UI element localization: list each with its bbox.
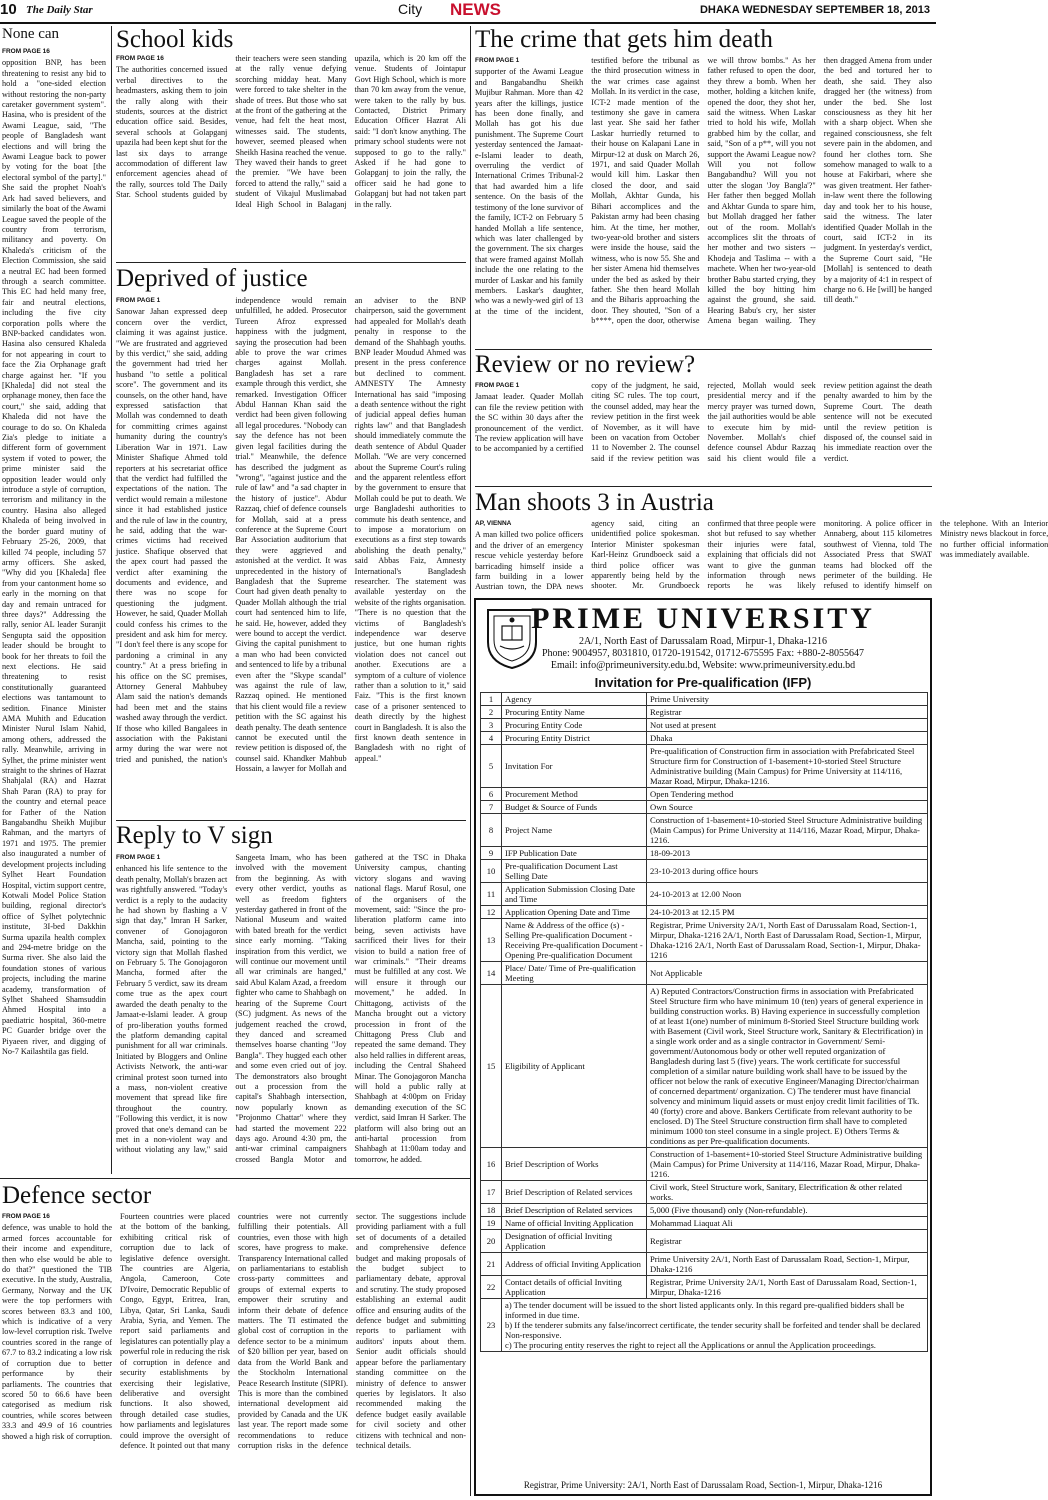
row-notes: [502, 1299, 928, 1352]
table-row: [481, 745, 928, 788]
row-label: Contact details of official Inviting Application: [502, 1276, 647, 1299]
row-value: Construction of 1-basement+10-storied Steel Structure Administrative building (Main Campus) for Prime University at 114/116, Mazar Road, Mirpur, Dhaka-1216.: [647, 1148, 928, 1181]
row-number: 20: [481, 1230, 502, 1253]
row-label: Brief Description of Related services: [502, 1181, 647, 1204]
row-value: 24-10-2013 at 12.00 Noon: [647, 883, 928, 906]
row-value: Registrar: [647, 706, 928, 719]
row-number: 1: [481, 693, 502, 706]
article-review: [475, 381, 932, 483]
row-label: Procuring Entity District: [502, 732, 647, 745]
row-value: 24-10-2013 at 12.15 PM: [647, 906, 928, 919]
row-label: Eligibility of Applicant: [502, 985, 647, 1148]
row-label: Application Opening Date and Time: [502, 906, 647, 919]
row-number: 3: [481, 719, 502, 732]
row-label: Address of official Inviting Application: [502, 1253, 647, 1276]
from-page: FROM PAGE 16: [2, 48, 50, 55]
column-rule: [111, 26, 112, 1174]
table-row: [481, 1276, 928, 1299]
table-row: [481, 919, 928, 962]
table-row: [481, 1217, 928, 1230]
article-body: defence, was unable to hold the armed forces accountable for their income and expenditure, then who else would be able to do that?" questioned the TIB executive. In the study, Australia, Germany, Norway and the UK were the top performers with scores between 83.3 and 100, which is indicative of a very low-level corruption risk. Twelve countries scored in the range of 67.7 to 83.2 indicating a low risk of corruption due to better performance by their parliaments. The countries that scored 50 to 66.6 have been categorised as medium risk countries, while scores between 33.3 and 49.9 of 16 countries showed a high risk of corruption. Fourteen countries were placed at the bottom of the banking, exhibiting critical risk of corruption due to lack of legislative defence oversight. The countries are Algeria, Angola, Cameroon, Cote D'Ivoire, Democratic Republic of Congo, Egypt, Eritrea, Iran, Libya, Qatar, Sri Lanka, Saudi Arabia, Syria, and Yemen. The report said parliaments and legislatures can potentially play a powerful role in reducing the risk of corruption in defence and security establishments by exercising their legislative, deliberative and oversight functions. It also showed, through detailed case studies, how parliaments and legislatures could improve the oversight of defence. It pointed out that many countries were not currently fulfilling their potentials. All countries, even those with high scores, have progress to make. Transparency International called on parliamentarians to establish cross-party committees and groups of external experts to empower their scrutiny and inform their debate of defence matters. The TI estimated the global cost of corruption in the defence sector to be a minimum of $20 billion per year, based on data from the World Bank and the Stockholm International Peace Research Institute (SIPRI). This is more than the combined international development aid provided by Canada and the UK last year. The report made some recommendations to reduce corruption risks in the defence sector. The suggestions include providing parliament with a full set of documents of a detailed and comprehensive defence budget and making proposals of the budget subject to parliamentary debate, approval and scrutiny. The study proposed establishing an external audit office and ensuring audits of the defence budget and submitting reports to parliament with auditors' inputs about them. Senior audit officials should appear before the parliamentary standing committee on the ministry of defence to answer queries by legislators. It also recommended making the defence budget easily available for civil society and other citizens with technical and non-technical details.: [2, 1212, 466, 1450]
table-row: [481, 985, 928, 1148]
headline-review: Review or no review?: [475, 351, 696, 378]
row-label: Name & Address of the office (s) -Selling Pre-qualification Document -Receiving Pre-qualification Document -Opening Pre-qualification Document: [502, 919, 647, 962]
headline-school-kids: School kids: [116, 26, 234, 53]
advert-email: Email: info@primeuniversity.edu.bd, Website: www.primeuniversity.edu.bd: [550, 660, 856, 671]
from-page: FROM PAGE 16: [116, 55, 164, 62]
from-page: FROM PAGE 1: [475, 382, 520, 389]
table-row: [481, 1204, 928, 1217]
from-page: FROM PAGE 1: [116, 297, 161, 304]
row-number: 10: [481, 860, 502, 883]
note-line: c) The procuring entity reserves the right to reject all the Applications or annul the Application proceedings.: [505, 1340, 876, 1350]
column-rule: [470, 26, 471, 1496]
note-line: a) The tender document will be issued to the short listed applicants only. In this regard pre-qualified bidders shall be informed in due time.: [505, 1300, 905, 1320]
row-value: 18-09-2013: [647, 847, 928, 860]
row-value: Mohammad Liaquat Ali: [647, 1217, 928, 1230]
row-number: 16: [481, 1148, 502, 1181]
table-row: [481, 814, 928, 847]
row-label: Project Name: [502, 814, 647, 847]
article-none-can: [2, 47, 106, 1177]
divider: [0, 1178, 470, 1179]
table-row: [481, 719, 928, 732]
note-line: b) If the tenderer submits any false/incorrect certificate, the tender security shall be forfeited and tender shall be declared Non-responsive.: [505, 1320, 921, 1340]
row-number: 11: [481, 883, 502, 906]
row-value: Registrar, Prime University 2A/1, North East of Darussalam Road, Section-1, Mirpur, Dhaka-1216: [647, 1276, 928, 1299]
headline-crime: The crime that gets him death: [475, 26, 773, 53]
news-label: NEWS: [450, 0, 501, 19]
section-label: City: [398, 1, 423, 17]
row-number: 19: [481, 1217, 502, 1230]
from-page: FROM PAGE 16: [2, 1213, 50, 1220]
table-row: [481, 801, 928, 814]
row-value: Prime University: [647, 693, 928, 706]
divider: [116, 262, 466, 263]
headline-austria: Man shoots 3 in Austria: [475, 489, 714, 516]
row-label: Agency: [502, 693, 647, 706]
row-number: 8: [481, 814, 502, 847]
row-value: Prime University 2A/1, North East of Darussalam Road, Section-1, Mirpur, Dhaka-1216: [647, 1253, 928, 1276]
table-row: [481, 860, 928, 883]
paper-name: The Daily Star: [26, 4, 93, 16]
article-body: The authorities concerned issued verbal directives to the headmasters, asking them to join the rally along with their students, sources at the district education office said. Besides, several schools at Golapganj upazila had been kept shut for the last six days to arrange accommodation of different law enforcement agencies ahead of the rally, sources told The Daily Star. School students guided by their teachers were seen standing at the rally venue defying scorching midday heat. Many were forced to take shelter in the shade of trees. But those who sat at the front of the gathering at the venue, had felt the heat most, witnesses said. The students, however, seemed pleased when Sheikh Hasina reached the venue. They waved their hands to greet the premier. "We have been forced to attend the rally," said a student of Vikajul Muslimabad Ideal High School in Balaganj upazila, which is 20 km off the venue. Students of Jointapur Govt High School, which is more than 70 km away from the venue, were taken to the rally by bus. Contacted, District Primary Education Officer Hazrat Ali said: "I don't know anything. The primary school students were not supposed to go to the rally." Asked if he had gone to Golapganj to join the rally, the officer said he had gone to Golapganj but had not taken part in the rally.: [116, 54, 466, 209]
row-number: 12: [481, 906, 502, 919]
table-row: [481, 847, 928, 860]
row-number: 6: [481, 788, 502, 801]
table-row: [481, 706, 928, 719]
table-row: [481, 788, 928, 801]
university-crest-icon: [484, 606, 540, 670]
dateline: DHAKA WEDNESDAY SEPTEMBER 18, 2013: [699, 4, 930, 16]
row-number: 22: [481, 1276, 502, 1299]
headline-none-can: None can: [2, 26, 60, 42]
row-label: Budget & Source of Funds: [502, 801, 647, 814]
row-number: 9: [481, 847, 502, 860]
row-value: 5,000 (Five thousand) only (Non-refundable).: [647, 1204, 928, 1217]
row-number: 17: [481, 1181, 502, 1204]
table-row: [481, 1148, 928, 1181]
article-body: A man killed two police officers and the driver of an emergency rescue vehicle yesterday before barricading himself inside a farm building in a lower Austrian town, the DPA news agency said, citing an unidentified police spokesman. Interior Minister spokesman Karl-Heinz Grundboeck said a third police officer was apparently being held by the shooter. Mr. Grundboeck confirmed that three people were shot but refused to say whether their injuries were fatal, explaining that officials did not want to give the gunman information through news reports he was likely monitoring. A police officer in Annaberg, about 115 kilometres southwest of Vienna, told The Associated Press that SWAT teams had blocked off the perimeter of the building. He refused to identify himself on the telephone. With an Interior Ministry news blackout in force, no further official information was immediately available.: [475, 519, 1048, 592]
advert-phone: Phone: 9004957, 8031810, 01720-191542, 01712-675595 Fax: +880-2-8055647: [541, 648, 865, 659]
row-label: Procuring Entity Code: [502, 719, 647, 732]
row-value: Registrar: [647, 1230, 928, 1253]
advert-footer: Registrar, Prime University: 2A/1, North East of Darussalam Road, Section-1, Mirpur, Dhaka-1216: [523, 1480, 883, 1490]
row-label: Procurement Method: [502, 788, 647, 801]
row-label: Brief Description of Related services: [502, 1204, 647, 1217]
article-crime: [475, 56, 932, 346]
row-value: Not Applicable: [647, 962, 928, 985]
row-value: A) Reputed Contractors/Construction firms in association with Prefabricated Steel Structure firm who have minimum 10 (ten) years of general experience in building construction works. B) Having experience in successfully completion of at least 1(one) number of minimum 8-Storied Steel Structure building work with Basement (Civil work, Steel Structure work, Sanitary & Electrification) in a single work order and as a single contractor in Government/ Semi-government/Autonomous body or other well reputed organization of Bangladesh during last 5 (five) years. The work certificate for successful completion of a similar nature building work shall have to be issued by the officer not below the rank of executive Engineer/Managing Director/chairman of concerned department/ organization. C) The tenderer must have financial solvency and minimum liquid assets or must enjoy credit limit facilities of Tk. 40 (forty) crore and above. Bankers Certificate from relevant authority to be enclosed. D) The Steel Structure construction firm shall have to completed minimum 1000 ton steel consume in a single project. E) Others Terms & conditions as per Pre-qualification documents.: [647, 985, 928, 1148]
row-number: 13: [481, 919, 502, 962]
row-label: IFP Publication Date: [502, 847, 647, 860]
from-page: FROM PAGE 1: [116, 854, 161, 861]
row-value: Pre-qualification of Construction firm in association with Prefabricated Steel Structure firm for Construction of 1-basement+10-storied Steel Structure Administrative building (Main Campus) for Prime University at 114/116, Mazar Road, Mirpur, Dhaka-1216.: [647, 745, 928, 788]
headline-deprived: Deprived of justice: [116, 265, 308, 292]
table-row: [481, 1253, 928, 1276]
row-label: Invitation For: [502, 745, 647, 788]
row-value: Dhaka: [647, 732, 928, 745]
row-label: Application Submission Closing Date and Time: [502, 883, 647, 906]
row-value: Construction of 1-basement+10-storied Steel Structure Administrative building (Main Campus) for Prime University at 114/116, Mazar Road, Mirpur, Dhaka-1216.: [647, 814, 928, 847]
advert-title: PRIME UNIVERSITY: [531, 602, 875, 635]
table-row: [481, 1181, 928, 1204]
divider: [116, 820, 466, 821]
row-number: 21: [481, 1253, 502, 1276]
article-school-kids: [116, 54, 466, 260]
article-body: enhanced his life sentence to the death penalty, Mollah's brazen act was rightfully answered. "Today's verdict is a reply to the audacity he had shown by flashing a V sign that day," Imran H Sarker, convener of Gonojagoron Mancha, said, pointing to the victory sign that Mollah flashed on February 5. The Gonojagoron Mancha, formed after the February 5 verdict, saw its dream come true as the apex court awarded the death penalty to the Jamaat-e-Islami leader. A group of pro-liberation youths formed the platform demanding capital punishment for all war criminals. Initiated by Bloggers and Online Activists Network, the anti-war criminal protest soon turned into a mass, non-violent creative movement that spread like fire throughout the country. "Following this verdict, it is now proved that one's demand can be met in a non-violent way and without violating any law," said Sangeeta Imam, who has been involved with the movement from the beginning. As with every other verdict, youths as well as freedom fighters yesterday gathered in front of the National Museum and waited with bated breath for the verdict since early morning. "Taking inspiration from this verdict, we will continue our movement until all war criminals are hanged," said Abul Kalam Azad, a freedom fighter who came to Shahbagh on hearing of the Supreme Court (SC) judgment. As news of the judgement reached the crowd, they danced and screamed themselves hoarse chanting "Joy Bangla". They hugged each other and some even cried out of joy. The demonstrators also brought out a procession from the capital's Shahbagh intersection, now popularly known as "Projonmo Chattar" where they had started the movement 222 days ago. Around 4:30 pm, the anti-war criminal campaigners crossed Bangla Motor and gathered at the TSC in Dhaka University campus, chanting victory slogans and waving national flags. Maruf Rosul, one of the organisers of the movement, said: "Since the pro-liberation platform came into being, seven activists have sacrificed their lives for their vision to build a nation free of war criminals." "Their dreams must be fulfilled at any cost. We will ensure it through our movement," he added. In Chittagong, activists of the Mancha brought out a victory procession in front of the Chittagong Press Club and repeated the same demand. They also held rallies in different areas, including the Central Shaheed Minar. The Gonojagoron Mancha will hold a public rally at Shahbagh at 4:00pm on Friday demanding execution of the SC verdict, said Imran H Sarker. The platform will also bring out an anti-hartal procession from Shahbagh at 11:00am today and tomorrow, he added.: [116, 853, 466, 1164]
divider: [475, 349, 932, 350]
table-row: [481, 883, 928, 906]
row-number: 15: [481, 985, 502, 1148]
row-value: Open Tendering method: [647, 788, 928, 801]
headline-v-sign: Reply to V sign: [116, 822, 273, 849]
row-number: 7: [481, 801, 502, 814]
article-defence: [2, 1212, 466, 1498]
article-austria: [475, 519, 1048, 593]
advert-address: 2A/1, North East of Darussalam Road, Mirpur-1, Dhaka-1216: [578, 636, 828, 647]
row-number: 2: [481, 706, 502, 719]
table-row: [481, 693, 928, 706]
row-value: Not used at present: [647, 719, 928, 732]
row-number: 14: [481, 962, 502, 985]
row-label: Procuring Entity Name: [502, 706, 647, 719]
row-label: Brief Description of Works: [502, 1148, 647, 1181]
table-row: [481, 1299, 928, 1352]
row-value: 23-10-2013 during office hours: [647, 860, 928, 883]
table-row: [481, 906, 928, 919]
table-row: [481, 1230, 928, 1253]
article-body: opposition BNP, has been threatening to resist any bid to hold a "one-sided election without restoring the non-party caretaker government system". Hasina, who is president of the Awami League, said, "The people of Bangladesh want elections and will bring the Awami League back to power by voting for the boat [the electoral symbol of the party]." She said the prophet Noah's Ark had saved believers, and similarly the boat of the Awami League saved the people of the country from terrorism, militancy and poverty. On Khaleda's criticism of the Election Commission, she said a neutral EC had been formed through a search committee. This EC had held many free, fair and neutral elections, including the five city corporation polls where the BNP-backed candidates won. Hasina also censured Khaleda for not appearing in court to face the Zia Orphanage graft charge against her. "If you [Khaleda] did not steal the orphanage money, then face the court," she said, adding that Khaleda did not have the courage to do so. On Khaleda Zia's pledge to initiate a different form of government system if voted to power, the prime minister said the opposition leader would only introduce a style of corruption, terrorism and militancy in the country. Hasina also alleged Khaleda of being involved in the border guard mutiny of February 25-26, 2009, that killed 74 people, including 57 army officers. She asked, "Why did you [Khaleda] flee from your cantonment home so early in the morning on that day and remain untraced for three days?" Addressing the rally, senior AL leader Suranjit Sengupta said the opposition leader should be brought to book for her threats to foil the next elections. He said threatening to resist constitutionally guaranteed elections was tantamount to sedition. Finance Minister AMA Muhith and Education Minister Nurul Islam Nahid, among others, addressed the rally. Meanwhile, arriving in Sylhet, the prime minister went straight to the shrines of Hazrat Shahjalal (RA) and Hazrat Shah Paran (RA) to pray for the country and eternal peace for Father of the Nation Bangabandhu Sheikh Mujibur Rahman, and the martyrs of 1971 and 1975. The premier also inaugurated a number of development projects including Sylhet Heart Foundation Hospital, victim support centre, Kotwali Model Police Station building, regional director's office of Sylhet polytechnic institute, 3I-bed Dakkhin Surma upazila health complex and 294-metre bridge on the Surma river. She also laid the foundation stones of various projects, including the marine academy, transformation of Sylhet Shaheed Shamsuddin Ahmed Hospital into a paediatric hospital, 360-metre PC Guarder bridge over the Piyaeen river, and digging of No-7 Kailashtila gas field.: [2, 58, 106, 1056]
article-body: Jamaat leader. Quader Mollah can file the review petition with the SC within 30 days after the pronouncement of the verdict. The review application will have to be accompanied by a certified copy of the judgment, he said, citing SC rules. The top court, the counsel added, may hear the review petition in the first week of November, as it will have been on vacation from October 11 to November 2. The counsel said if the review petition was rejected, Mollah would seek presidential mercy and if the mercy prayer was turned down, the jail authorities would be able to execute him by mid-November. Mollah's chief defence counsel Abdur Razzaq said his client would file a review petition against the death penalty awarded to him by the Supreme Court. The death sentence will not be executed until the review petition is disposed of, the counsel said in his immediate reaction over the verdict.: [475, 381, 932, 463]
article-body: supporter of the Awami League and Bangabandhu Sheikh Mujibur Rahman. More than 42 years after the killings, justice has been done finally, and Mollah has got his due punishment. The Supreme Court yesterday sentenced the Jamaat-e-Islami leader to death, overruling the verdict of International Crimes Tribunal-2 that had awarded him a life sentence. On the basis of the testimony of the lone survivor of the family, ICT-2 on February 5 handed Mollah a life sentence, which was later challenged by the government. The six charges that were framed against Mollah include the one relating to the murder of Laskar and his family members. Laskar's daughter, who was a newly-wed girl of 13 at the time of the incident, testified before the tribunal as the third prosecution witness in the war crimes case against Mollah. In its verdict in the case, ICT-2 made mention of the testimony she gave in camera last year. She said her father Laskar hurriedly returned to their house on Kalapani Lane in Mirpur-12 at dusk on March 26, 1971, and said Quader Mollah would kill him. Laskar then closed the door, and said Mollah, Akhtar Gunda, his Bihari accomplices and the Pakistan army had been chasing him. At the time, her mother, two-year-old brother and sisters were inside the house, said the witness, who is now 55. She and her sister Amena hid themselves under the bed as asked by their father. She then heard Mollah and the Biharis approaching the door. They shouted, "Son of a b****, open the door, otherwise we will throw bombs." As her father refused to open the door, they threw a bomb. When her mother, holding a kitchen knife, opened the door, they shot her, said the witness. When Laskar tried to hold his wife, Mollah grabbed him by the collar, and said, "Son of a p**, will you not support the Awami League now? Will you not follow Bangabandhu? Will you not utter the slogan 'Joy Bangla'?" Her father then begged Mollah and Akhtar Gunda to spare him, but Mollah dragged her father out of the room. Mollah's accomplices slit the throats of her mother and two sisters -- Khodeja and Taslima -- with a machete. When her two-year-old brother Babu started crying, they killed the boy hitting him against the ground, she said. Hearing Babu's cry, her sister Amena began wailing. They then dragged Amena from under the bed and tortured her to death, she said. They also dragged her (the witness) from under the bed. She lost consciousness as they hit her with a sharp object. When she regained consciousness, she felt severe pain in the abdomen, and found her clothes torn. She somehow managed to walk to a house at Fakirbari, where she was given treatment. Her father-in-law went there the following day and took her to his house, said the witness. The later identified Quader Mollah in the court, said ICT-2 in its judgment. In yesterday's verdict, the Supreme Court said, "He [Mollah] is sentenced to death by a majority of 4:1 in respect of charge no 6. He [will] be hanged till death.": [475, 56, 932, 326]
divider: [475, 486, 932, 487]
headline-defence: Defence sector: [2, 1182, 152, 1209]
row-value: Own Source: [647, 801, 928, 814]
table-row: [481, 962, 928, 985]
from-dateline: AP, VIENNA: [475, 520, 512, 527]
row-number: 18: [481, 1204, 502, 1217]
article-body: Sanowar Jahan expressed deep concern over the verdict, claiming it was against justice. "We are frustrated and aggrieved by this verdict," she said, adding the government had tried her husband "to settle a political score". The government and its counsels, on the other hand, have expressed satisfaction that Mollah was condemned to death for committing crimes against humanity during the country's Liberation War in 1971. Law Minister Shafique Ahmed told reporters at his secretariat office that the verdict had fulfilled the expectations of the nation. The verdict would remain a milestone since it had established justice and the rule of law in the country, he said, adding that the war-crimes victims had received justice. Shafique observed that the apex court had passed the verdict after examining the documents and evidence, and there was no scope for questioning the judgment. However, he said, Quader Mollah could confess his crimes to the president and ask him for mercy. "I don't feel there is any scope for pardoning a criminal in any country." At a press briefing in his office on the SC premises, Attorney General Mahbubey Alam said the nation's demands had been met and the stains washed away through the verdict. If those who killed Bangalees in association with the Pakistani army during the war were not tried and punished, the nation's independence would remain unfulfilled, he added. Prosecutor Tureen Afroz expressed happiness with the judgment, saying the prosecution had been able to prove the war crimes charges against Mollah. Bangladesh has set a rare example through this verdict, she remarked. Investigation Officer Abdul Hannan Khan said the verdict had been given following all legal procedures. "Nobody can say the defence has not been given legal facilities during the trial." Meanwhile, the defence has described the judgment as "wrong", "against justice and the rule of law" and "a sad chapter in the history of justice". Abdur Razzaq, chief of defence counsels for Mollah, said at a press conference at the Supreme Court Bar Association auditorium that they were aggrieved and astonished at the verdict. It was unprecedented in the history of Bangladesh that the Supreme Court had given death penalty to Quader Mollah although the trial court had sentenced him to life, he said. He, however, added they were bound to accept the verdict. Giving the capital punishment to a man who had been convicted and sentenced to life by a tribunal even after the "Skype scandal" was against the rule of law, Razzaq opined. He mentioned that his client would file a review petition with the SC against his death penalty. The death sentence cannot be executed until the review petition is disposed of, the counsel said. Khandker Mahbub Hossain, a lawyer for Mollah and an adviser to the BNP chairperson, said the government had appealed for Mollah's death penalty in response to the demand of the Shahbagh youths. BNP leader Moudud Ahmed was present in the press conference but declined to comment. AMNESTY The Amnesty International has said "imposing a death sentence without the right of judicial appeal defies human rights law" and that Bangladesh should immediately commute the death sentence of Abdul Quader Mollah. "We are very concerned about the Supreme Court's ruling and the apparent relentless effort by the government to ensure that Mollah could be put to death. We urge Bangladeshi authorities to commute his death sentence, and to impose a moratorium on executions as a first step towards abolishing the death penalty," said Abbas Faiz, Amnesty International's Bangladesh researcher. The statement was available yesterday on the website of the rights organisation. "There is no question that the victims of Bangladesh's independence war deserve justice, but one human rights violation does not cancel out another. Executions are a symptom of a culture of violence rather than a solution to it," said Faiz. "This is the first known case of a prisoner sentenced to death directly by the highest court in Bangladesh. It is also the first known death sentence in Bangladesh with no right of appeal.": [116, 296, 466, 774]
table-row: [481, 732, 928, 745]
page-number: 10: [0, 1, 17, 18]
row-value: Registrar, Prime University 2A/1, North East of Darussalam Road, Section-1, Mirpur, Dhaka-1216 2A/1, North East of Darussalam Road, Section-1, Mirpur, Dhaka-1216 2A/1, North East of Darussalam Road, Section-1, Mirpur, Dhaka-1216: [647, 919, 928, 962]
page-header: [0, 0, 936, 24]
row-label: Place/ Date/ Time of Pre-qualification Meeting: [502, 962, 647, 985]
advert-heading: Invitation for Pre-qualification (IFP): [594, 675, 812, 690]
article-deprived: [116, 296, 466, 816]
prime-university-advert: [474, 598, 932, 1496]
row-value: Civil work, Steel Structure work, Sanitary, Electrification & other related works.: [647, 1181, 928, 1204]
ifp-table: [480, 692, 928, 1352]
row-number: 5: [481, 745, 502, 788]
row-label: Designation of official Inviting Application: [502, 1230, 647, 1253]
article-v-sign: [116, 853, 466, 1175]
from-page: FROM PAGE 1: [475, 57, 520, 64]
row-number: 4: [481, 732, 502, 745]
row-number: 23: [481, 1299, 502, 1352]
row-label: Name of official Inviting Application: [502, 1217, 647, 1230]
row-label: Pre-qualification Document Last Selling Date: [502, 860, 647, 883]
